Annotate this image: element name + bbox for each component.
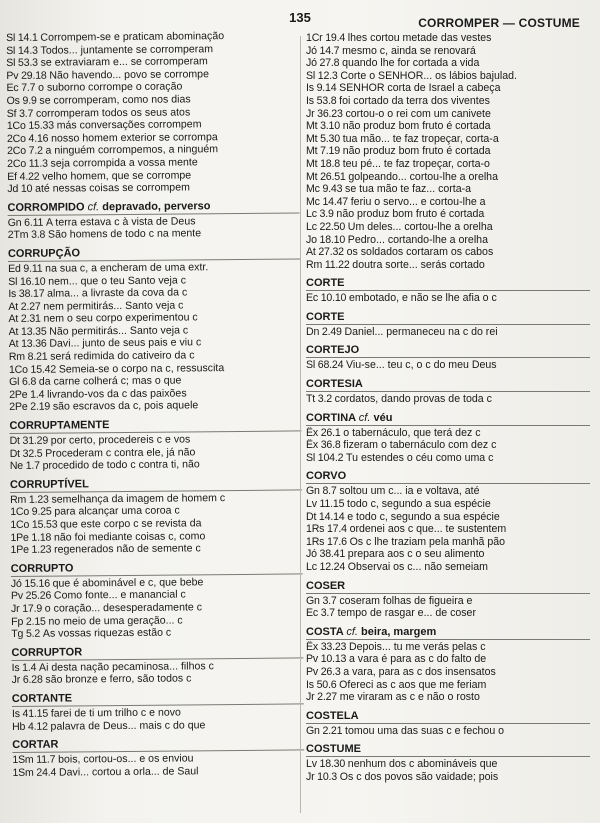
verse-reference: Pv 29.18 — [6, 69, 47, 82]
verse-reference: Is 38.17 — [8, 287, 45, 301]
verse-excerpt: velho homem, que se corrompe — [42, 168, 192, 183]
verse-reference: Ne 1.7 — [9, 459, 40, 473]
concordance-entry — [306, 709, 590, 738]
verse-reference: Ec 3.7 — [306, 607, 335, 620]
reference-line — [306, 498, 590, 511]
reference-line — [306, 208, 590, 221]
verse-reference: Jr 2.27 — [306, 691, 337, 704]
page-number: 135 — [289, 10, 311, 25]
entry-headword — [10, 475, 302, 493]
verse-reference: Sl 12.3 — [306, 69, 338, 82]
reference-line — [10, 458, 302, 473]
reference-line — [8, 227, 300, 242]
entry-headword — [306, 377, 590, 392]
reference-line — [12, 764, 304, 779]
verse-reference: Jó 14.7 — [306, 44, 340, 57]
verse-excerpt: Ai desta nação pecaminosa... filhos c — [38, 659, 214, 674]
reference-line — [306, 561, 590, 574]
verse-excerpt: nem o seu corpo experimentou c — [43, 311, 198, 325]
headword: CORRUPTOR — [11, 646, 83, 659]
reference-line — [306, 595, 590, 608]
left-column — [6, 29, 305, 817]
reference-line — [306, 439, 590, 452]
headword: CORTEJO — [306, 344, 360, 357]
verse-excerpt: tempo de rasgar e... de coser — [337, 607, 476, 620]
verse-reference: Pv 25.26 — [10, 590, 52, 603]
concordance-entry — [11, 643, 303, 687]
reference-line — [306, 183, 590, 196]
verse-reference: Dt 31.29 — [9, 434, 49, 448]
headword: COSER — [306, 579, 346, 592]
verse-reference: 1Pe 1.23 — [10, 543, 52, 557]
verse-reference: Mt 18.8 — [306, 157, 340, 170]
concordance-entry — [306, 276, 590, 305]
verse-reference: Rm 1.23 — [10, 493, 49, 506]
entry-headword — [306, 579, 590, 594]
verse-excerpt: palavra de Deus... mais c do que — [50, 718, 206, 733]
concordance-entry — [9, 416, 301, 472]
verse-excerpt: Corrompem-se e praticam abominação — [40, 30, 225, 44]
verse-reference: Mc 9.43 — [306, 183, 343, 196]
reference-line — [306, 221, 590, 234]
reference-line — [306, 511, 590, 524]
continued-entry — [306, 32, 590, 271]
verse-reference: Gl 6.8 — [9, 376, 37, 389]
verse-excerpt: farei de ti um trilho c e novo — [50, 706, 181, 720]
reference-line — [306, 536, 590, 549]
reference-line — [7, 181, 299, 196]
verse-reference: Lv 18.30 — [306, 758, 346, 771]
verse-reference: 1Co 15.33 — [6, 119, 54, 133]
headword: CORRUPTO — [10, 562, 74, 575]
verse-excerpt: a vara, para as c dos insensatos — [343, 665, 496, 678]
concordance-entry — [11, 559, 304, 641]
verse-reference: Sl 53.3 — [6, 56, 38, 70]
verse-excerpt: Tu estendes o céu como uma c — [346, 451, 494, 464]
verse-excerpt: são escravos da c, pois aquele — [52, 399, 199, 414]
reference-line — [12, 718, 304, 733]
entry-headword — [12, 689, 304, 707]
verse-excerpt: A terra estava c à vista de Deus — [45, 215, 196, 229]
verse-reference: 2Co 7.2 — [6, 145, 43, 158]
entry-headword — [306, 343, 590, 358]
verse-reference: Êx 26.1 — [306, 426, 341, 439]
verse-reference: Ed 9.11 — [8, 262, 43, 275]
verse-reference: Pv 10.13 — [306, 653, 347, 666]
verse-excerpt: SENHOR corta de Israel a cabeça — [339, 82, 501, 95]
headword: CORRUPTÍVEL — [9, 478, 89, 491]
reference-line — [306, 523, 590, 536]
entry-headword — [306, 310, 590, 325]
concordance-entry — [306, 579, 590, 620]
concordance-entry — [306, 343, 590, 372]
verse-excerpt: Observai os c... não semeiam — [347, 561, 488, 573]
reference-line — [306, 292, 590, 305]
verse-reference: At 2.27 — [8, 300, 41, 313]
reference-line — [306, 108, 590, 121]
verse-reference: Dt 14.14 — [306, 510, 345, 523]
verse-reference: At 2.31 — [8, 312, 41, 326]
verse-reference: Mt 5.30 — [306, 132, 340, 145]
verse-excerpt: no meio de uma geração... c — [48, 614, 183, 628]
verse-excerpt: Semeia-se o corpo na c, ressuscita — [58, 361, 225, 376]
headword: CORTE — [306, 310, 345, 323]
reference-line — [306, 171, 590, 184]
cross-ref-marker: cf. — [358, 411, 371, 424]
entry-headword — [306, 411, 590, 426]
verse-reference: Tt 3.2 — [306, 393, 332, 406]
reference-line — [306, 57, 590, 70]
verse-reference: Hb 4.12 — [12, 720, 48, 733]
verse-excerpt: o tabernáculo, que terá dez c — [343, 426, 481, 439]
reference-line — [9, 399, 301, 414]
verse-excerpt: Pedro... cortando-lhe a orelha — [347, 233, 488, 246]
verse-excerpt: tua mão... te faz tropeçar, corta-a — [342, 132, 499, 145]
verse-excerpt: para alcançar uma coroa c — [54, 504, 180, 519]
verse-reference: Sf 3.7 — [6, 107, 34, 120]
verse-excerpt: por certo, procedereis c e vos — [50, 433, 191, 447]
reference-line — [306, 145, 590, 158]
verse-excerpt: prepara aos c o seu alimento — [347, 548, 485, 561]
verse-reference: Ec 7.7 — [6, 82, 36, 95]
reference-line — [306, 234, 590, 247]
verse-reference: 2Pe 2.19 — [9, 401, 51, 414]
verse-excerpt: cordatos, dando provas de toda c — [334, 393, 492, 406]
verse-excerpt: Não permitirás... Santo veja c — [49, 324, 189, 338]
entry-headword — [11, 559, 303, 577]
reference-line — [306, 246, 590, 259]
concordance-entry — [7, 198, 299, 242]
headword: CORRUPÇÃO — [7, 247, 81, 260]
verse-reference: Rm 11.22 — [306, 258, 350, 271]
verse-reference: Mt 7.19 — [306, 145, 340, 158]
verse-reference: Sl 14.3 — [6, 44, 38, 57]
verse-reference: 1Cr 19.4 — [306, 32, 346, 44]
verse-excerpt: embotado, e não se lhe afia o c — [348, 292, 497, 305]
verse-reference: Mt 3.10 — [306, 120, 340, 133]
cross-ref-words: véu — [373, 411, 393, 424]
verse-reference: Lc 3.9 — [306, 208, 334, 221]
verse-excerpt: corromperam todos os seus atos — [35, 105, 191, 120]
headword: CORROMPIDO — [7, 201, 85, 214]
verse-excerpt: nosso homem exterior se corrompa — [51, 130, 218, 145]
verse-reference: At 27.32 — [306, 246, 344, 259]
reference-line — [306, 771, 590, 784]
verse-excerpt: nem... que o teu Santo veja c — [48, 273, 187, 288]
verse-reference: Is 1.4 — [11, 661, 37, 674]
verse-reference: Jó 27.8 — [306, 57, 340, 70]
headword: COSTUME — [306, 743, 361, 756]
reference-line — [306, 691, 590, 704]
right-column — [306, 32, 590, 817]
verse-reference: Gn 3.7 — [306, 594, 337, 607]
headword: CORTAR — [12, 738, 59, 752]
reference-line — [306, 653, 590, 666]
verse-reference: Gn 8.7 — [306, 485, 337, 498]
reference-line — [10, 542, 302, 557]
verse-reference: 1Pe 1.18 — [10, 531, 52, 544]
verse-excerpt: semelhança da imagem de homem c — [51, 491, 226, 506]
verse-excerpt: os soldados cortaram os cabos — [346, 246, 494, 259]
reference-line — [306, 725, 590, 738]
reference-line — [306, 641, 590, 654]
verse-reference: 1Rs 17.4 — [306, 523, 347, 536]
reference-line — [306, 548, 590, 561]
verse-reference: Jd 10 — [7, 182, 33, 196]
concordance-entry — [10, 475, 303, 557]
verse-reference: 2Tm 3.8 — [7, 228, 46, 242]
verse-excerpt: não produz bom fruto é cortada — [336, 208, 485, 221]
verse-reference: Êx 33.23 — [306, 640, 347, 653]
concordance-entry — [306, 742, 590, 783]
verse-excerpt: se extraviaram e... se corromperam — [40, 55, 208, 69]
verse-excerpt: Um deles... cortou-lhe a orelha — [347, 220, 493, 233]
verse-excerpt: a ninguém corrompemos, a ninguém — [45, 143, 219, 158]
verse-reference: Jr 17.9 — [10, 602, 43, 615]
verse-reference: Lc 22.50 — [306, 220, 346, 233]
reference-line — [306, 82, 590, 95]
headword: CORRUPTAMENTE — [9, 419, 110, 433]
reference-line — [11, 626, 303, 641]
verse-excerpt: Ofereci as c aos que me feriam — [339, 678, 487, 691]
verse-excerpt: soltou um c... ia e voltava, até — [339, 485, 480, 498]
entry-headword — [7, 198, 299, 216]
left-entries — [7, 198, 304, 779]
entry-headword — [9, 416, 301, 434]
verse-excerpt: São homens de todo c na mente — [47, 227, 202, 241]
verse-excerpt: quando lhe for cortada a vida — [342, 57, 480, 70]
verse-reference: 2Co 11.3 — [7, 157, 48, 170]
verse-reference: Gn 6.11 — [7, 216, 44, 229]
entry-headword — [306, 625, 590, 640]
verse-reference: 1Co 15.42 — [8, 363, 57, 376]
verse-excerpt: tomou uma das suas c e fechou o — [345, 724, 505, 737]
verse-excerpt: são bronze e ferro, são todos c — [45, 672, 192, 687]
verse-excerpt: seja corrompida a vossa mente — [50, 156, 198, 170]
verse-excerpt: coseram folhas de figueira e — [339, 594, 473, 607]
verse-reference: Dn 2.49 — [306, 325, 342, 338]
entry-headword — [12, 736, 304, 754]
reference-line — [306, 485, 590, 498]
running-head: CORROMPER — COSTUME — [418, 16, 580, 30]
verse-reference: Os 9.9 — [6, 94, 37, 107]
verse-excerpt: Não havendo... povo se corrompe — [49, 68, 209, 82]
cross-ref-words: depravado, perverso — [102, 199, 211, 213]
cross-ref-marker: cf. — [87, 200, 100, 214]
reference-line — [306, 666, 590, 679]
verse-excerpt: nenhum dos c abomináveis que — [347, 758, 498, 771]
verse-reference: Jr 36.23 — [306, 107, 343, 120]
verse-excerpt: foi cortado da terra dos viventes — [339, 94, 490, 107]
headword: CORTE — [306, 277, 345, 290]
reference-line — [306, 452, 590, 465]
verse-excerpt: me viraram as c e não o rosto — [339, 691, 480, 704]
verse-excerpt: se corromperam, como nos dias — [39, 93, 191, 107]
verse-reference: 1Sm 11.7 — [12, 753, 56, 767]
verse-reference: Mc 14.47 — [306, 195, 348, 208]
verse-reference: Mt 26.51 — [306, 170, 346, 183]
entry-headword — [306, 742, 590, 757]
entry-headword — [11, 643, 303, 661]
reference-line — [306, 393, 590, 406]
verse-reference: 1Rs 17.6 — [306, 535, 347, 548]
verse-excerpt: Os c lhe traziam pela manhã pão — [349, 535, 506, 548]
verse-excerpt: teu pé... te faz tropeçar, corta-o — [342, 157, 490, 170]
verse-excerpt: lhes cortou metade das vestes — [347, 32, 492, 44]
verse-reference: Fp 2.15 — [11, 615, 46, 628]
verse-excerpt: Os c dos povos são vaidade; pois — [339, 770, 499, 783]
verse-excerpt: Daniel... permaneceu na c do rei — [344, 325, 498, 338]
verse-excerpt: o coração... desesperadamente c — [44, 601, 203, 615]
verse-reference: Is 9.14 — [306, 82, 337, 95]
verse-excerpt: Depois... tu me verás pelas c — [348, 640, 486, 653]
reference-line — [306, 326, 590, 339]
verse-reference: Is 50.6 — [306, 678, 337, 691]
verse-excerpt: que este corpo c se revista da — [60, 517, 202, 531]
verse-excerpt: todo c, segundo a sua espécie — [347, 498, 491, 511]
concordance-entry — [8, 244, 301, 414]
reference-line — [306, 133, 590, 146]
verse-excerpt: Davi... junto de seus pais e viu c — [49, 336, 202, 351]
reference-line — [306, 607, 590, 620]
verse-excerpt: bois, cortou-os... e os enviou — [58, 752, 194, 766]
verse-excerpt: As vossas riquezas estão c — [42, 626, 172, 640]
verse-excerpt: não produz bom fruto é cortada — [342, 120, 491, 133]
verse-excerpt: na sua c, a encheram de uma extr. — [45, 261, 209, 275]
verse-excerpt: da carne colherá c; mas o que — [38, 374, 182, 388]
reference-line — [306, 120, 590, 133]
verse-reference: Gn 2.21 — [306, 724, 343, 737]
verse-reference: 1Co 9.25 — [10, 506, 52, 519]
concordance-entry — [306, 377, 590, 406]
verse-excerpt: procedido de todo c contra ti, não — [42, 458, 200, 472]
verse-excerpt: não produz bom fruto é cortada — [342, 145, 491, 158]
verse-reference: Rm 8.21 — [8, 350, 48, 364]
headword: CORTESIA — [306, 378, 363, 391]
verse-excerpt: se tua mão te faz... corta-a — [345, 183, 472, 196]
reference-line — [306, 259, 590, 272]
reference-line — [306, 758, 590, 771]
verse-reference: Êx 36.8 — [306, 439, 341, 452]
verse-excerpt: Davi... cortou a orla... de Saul — [58, 765, 199, 779]
entry-headword — [8, 244, 300, 262]
concordance-entry — [12, 736, 304, 780]
verse-excerpt: fizeram o tabernáculo com dez c — [343, 439, 497, 452]
headword: CORVO — [306, 470, 347, 483]
verse-excerpt: feriu o servo... e cortou-lhe a — [350, 195, 486, 208]
verse-reference: Ec 10.10 — [306, 292, 347, 305]
verse-excerpt: Como fonte... e manancial c — [53, 588, 186, 602]
verse-reference: 2Co 4.16 — [6, 132, 49, 145]
reference-line — [306, 32, 590, 45]
verse-excerpt: o suborno corrompe o coração — [38, 80, 183, 95]
verse-reference: Sl 16.10 — [8, 275, 46, 288]
verse-excerpt: será redimida do cativeiro da c — [50, 349, 195, 363]
verse-reference: Pv 26.3 — [306, 665, 341, 678]
verse-reference: Dt 32.5 — [9, 447, 43, 460]
headword: CORTANTE — [11, 692, 73, 705]
verse-excerpt: que é abominável e c, que bebe — [52, 576, 204, 590]
verse-reference: Jr 10.3 — [306, 770, 337, 783]
reference-line — [306, 679, 590, 692]
verse-reference: Is 41.15 — [11, 707, 49, 720]
verse-excerpt: Procederam c contra ele, já não — [45, 445, 196, 460]
reference-line — [306, 95, 590, 108]
reference-line — [306, 70, 590, 83]
concordance-entry — [306, 625, 590, 704]
verse-reference: Jr 6.28 — [11, 674, 43, 687]
continued-entry — [6, 29, 299, 195]
verse-reference: Ef 4.22 — [7, 170, 40, 183]
verse-excerpt: até nessas coisas se corrompem — [34, 181, 190, 195]
concordance-entry — [306, 469, 590, 573]
reference-line — [306, 359, 590, 372]
cross-ref-marker: cf. — [346, 625, 358, 638]
headword: CORTINA — [306, 411, 356, 424]
verse-reference: Lc 12.24 — [306, 561, 346, 573]
reference-line — [306, 427, 590, 440]
right-entries — [306, 276, 590, 783]
verse-excerpt: Viu-se... teu c, o c do meu Deus — [346, 359, 497, 372]
verse-reference: 2Pe 1.4 — [9, 388, 45, 401]
verse-reference: 1Co 15.53 — [10, 518, 58, 531]
verse-reference: At 13.35 — [8, 325, 47, 338]
verse-reference: Sl 14.1 — [6, 31, 38, 44]
verse-excerpt: a vara é para as c do falto de — [348, 653, 487, 666]
verse-reference: Sl 104.2 — [306, 451, 344, 464]
verse-excerpt: regenerados não de semente c — [54, 542, 201, 556]
verse-reference: Is 53.8 — [306, 94, 337, 107]
verse-reference: At 13.36 — [8, 338, 47, 351]
verse-excerpt: más conversações corrompem — [56, 118, 202, 132]
verse-reference: Jó 38.41 — [306, 548, 346, 561]
verse-reference: 1Sm 24.4 — [12, 766, 57, 779]
verse-excerpt: não foi mediante coisas c, como — [53, 529, 206, 544]
entry-headword — [306, 709, 590, 724]
concordance-entry — [306, 411, 590, 465]
verse-reference: Tg 5.2 — [11, 627, 41, 641]
verse-excerpt: Corte o SENHOR... os lábios bajulad. — [340, 69, 517, 82]
verse-reference: Lv 11.15 — [306, 498, 345, 511]
verse-excerpt: e todo c, segundo a sua espécie — [347, 510, 500, 523]
entry-headword — [306, 469, 590, 484]
verse-reference: Sl 68.24 — [306, 359, 344, 372]
reference-line — [12, 672, 304, 687]
verse-excerpt: ordenei aos c que... te sustentem — [349, 523, 507, 536]
verse-reference: Jó 15.16 — [10, 577, 50, 590]
verse-excerpt: alma... a livraste da cova da c — [47, 286, 188, 300]
column-divider — [300, 36, 301, 813]
verse-excerpt: mesmo c, ainda se renovará — [342, 44, 476, 57]
verse-excerpt: nem permitirás... Santo veja c — [43, 299, 184, 313]
headword: COSTELA — [306, 709, 359, 722]
reference-line — [306, 45, 590, 58]
verse-excerpt: cortou-o o rei com um canivete — [345, 107, 491, 120]
reference-line — [306, 196, 590, 209]
concordance-entry — [12, 689, 304, 733]
verse-excerpt: doutra sorte... serás cortado — [352, 258, 485, 271]
concordance-entry — [306, 310, 590, 339]
verse-excerpt: golpeando... cortou-lhe a orelha — [348, 170, 498, 183]
entry-headword — [306, 276, 590, 291]
verse-excerpt: Todos... juntamente se corromperam — [40, 42, 214, 57]
verse-excerpt: livrando-vos da c das paixões — [46, 387, 187, 401]
cross-ref-words: beira, margem — [361, 625, 437, 638]
headword: COSTA — [306, 625, 344, 638]
verse-reference: Jo 18.10 — [306, 233, 346, 246]
reference-line — [306, 158, 590, 171]
